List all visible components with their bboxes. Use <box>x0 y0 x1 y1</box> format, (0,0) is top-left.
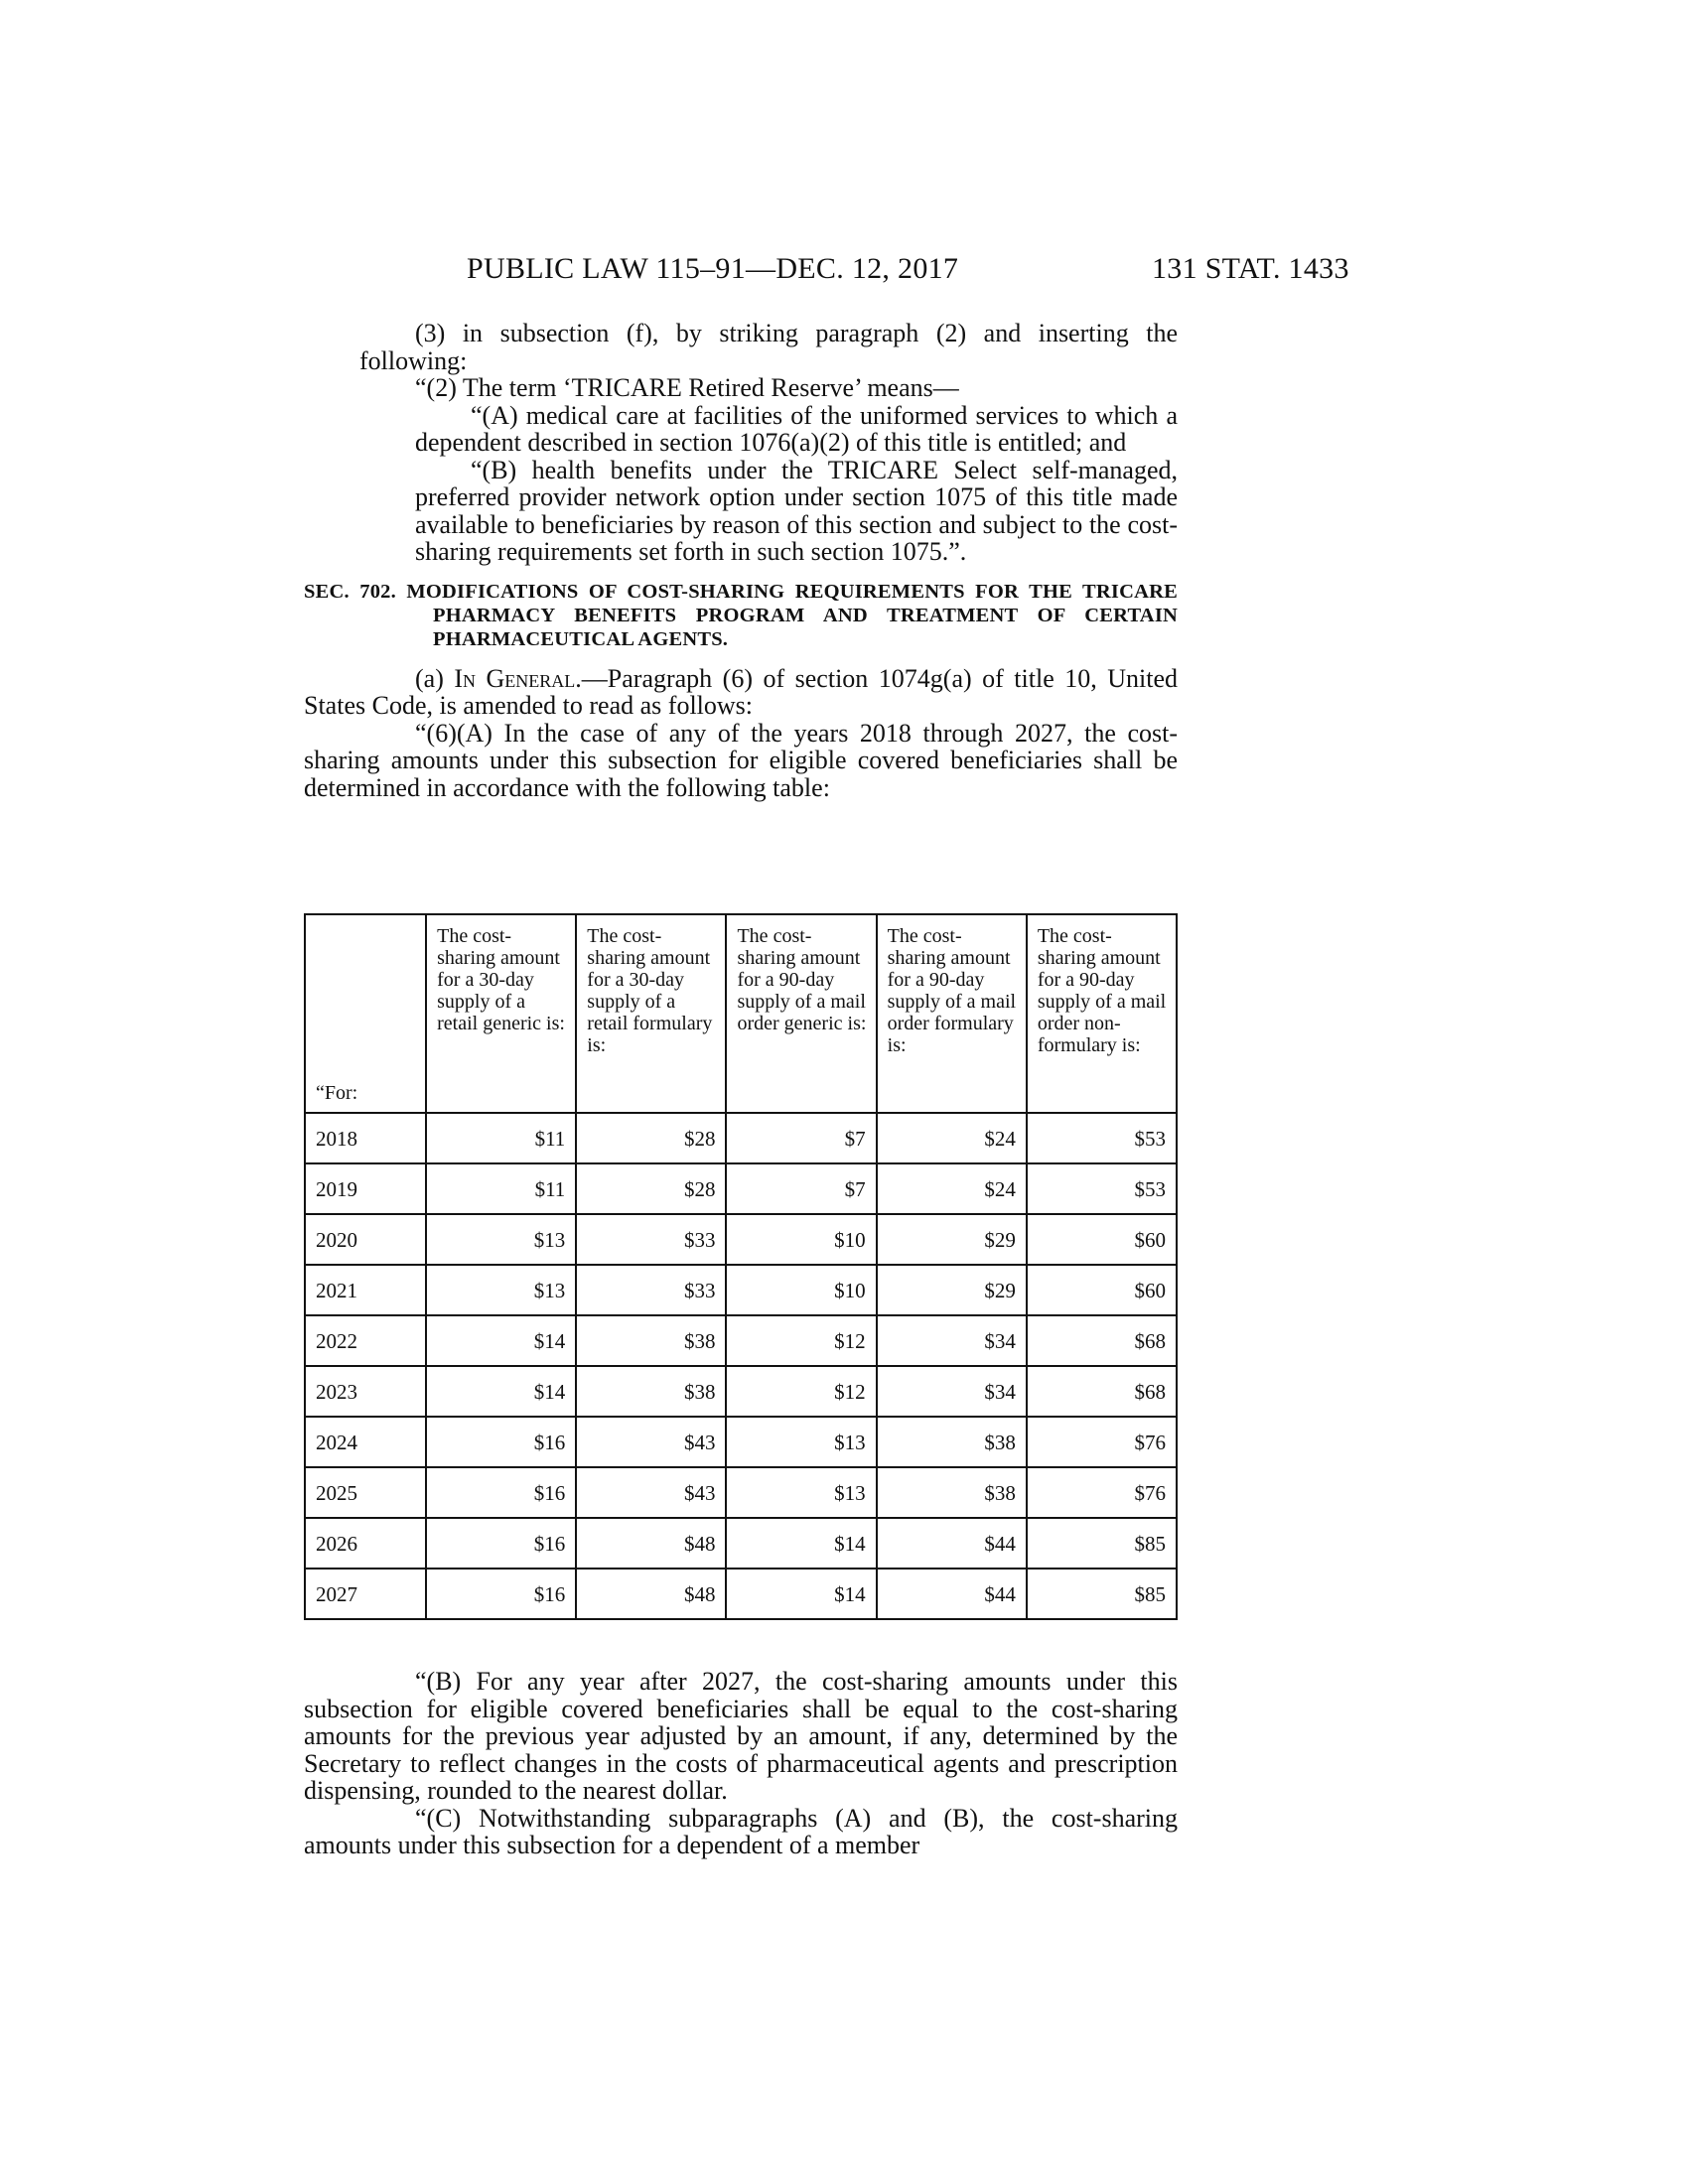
table-row <box>305 1315 1177 1366</box>
paragraph-6a: “(6)(A) In the case of any of the years 2018 through 2027, the cost-sharing amounts under this subsection for eligible covered beneficiaries shall be determined in accordance with the following table: <box>304 718 1178 802</box>
table-cell: $48 <box>576 1569 726 1619</box>
table-row <box>305 1569 1177 1619</box>
table-cell: $85 <box>1027 1518 1177 1569</box>
table-cell: $53 <box>1027 1113 1177 1163</box>
table-cell: $10 <box>726 1214 876 1265</box>
table-cell: $14 <box>726 1518 876 1569</box>
subsection-a-label: (a) <box>415 663 455 693</box>
table-cell: $38 <box>576 1366 726 1417</box>
table-header-row <box>305 914 1177 1113</box>
table-row <box>305 1366 1177 1417</box>
paragraph-6b: “(B) For any year after 2027, the cost-sharing amounts under this subsection for eligible covered beneficiaries shall be equal to the cost-sharing amounts for the previous year adjusted by an amount, if any, determined by the Secretary to reflect changes in the costs of pharmaceutical agents and prescription dispensing, rounded to the nearest dollar. <box>304 1667 1178 1805</box>
table-cell-year: 2027 <box>305 1569 426 1619</box>
table-cell: $44 <box>877 1518 1027 1569</box>
table-cell: $76 <box>1027 1467 1177 1518</box>
table-cell: $16 <box>426 1467 576 1518</box>
table-row <box>305 1214 1177 1265</box>
table-row <box>305 1163 1177 1214</box>
table-header-cell: The cost-sharing amount for a 90-day supply of a mail order formulary is: <box>877 914 1027 1113</box>
table-row <box>305 1265 1177 1315</box>
table-cell: $16 <box>426 1417 576 1467</box>
table-header-cell: The cost-sharing amount for a 30-day supply of a retail generic is: <box>426 914 576 1113</box>
table-cell: $12 <box>726 1366 876 1417</box>
table-row <box>305 1518 1177 1569</box>
table-cell: $29 <box>877 1265 1027 1315</box>
table-cell: $76 <box>1027 1417 1177 1467</box>
section-heading: SEC. 702. MODIFICATIONS OF COST-SHARING REQUIREMENTS FOR THE TRICARE PHARMACY BENEFITS PROGRAM AND TREATMENT OF CERTAIN PHARMACEUTICAL AGENTS. <box>304 580 1178 650</box>
table-cell-year: 2022 <box>305 1315 426 1366</box>
table-row <box>305 1113 1177 1163</box>
body-text-top <box>304 320 1178 801</box>
table-cell: $24 <box>877 1113 1027 1163</box>
table-cell: $43 <box>576 1467 726 1518</box>
table-cell: $60 <box>1027 1265 1177 1315</box>
paragraph-definition: “(2) The term ‘TRICARE Retired Reserve’ means— <box>415 373 959 402</box>
cost-sharing-table <box>304 913 1178 1620</box>
table-cell: $53 <box>1027 1163 1177 1214</box>
table-cell: $38 <box>576 1315 726 1366</box>
paragraph-6c: “(C) Notwithstanding subparagraphs (A) and (B), the cost-sharing amounts under this subsection for a dependent of a member <box>304 1803 1178 1859</box>
table-cell: $29 <box>877 1214 1027 1265</box>
table-cell: $13 <box>726 1417 876 1467</box>
table-cell: $34 <box>877 1315 1027 1366</box>
table-cell: $48 <box>576 1518 726 1569</box>
table-cell: $16 <box>426 1569 576 1619</box>
table-cell: $85 <box>1027 1569 1177 1619</box>
table-cell-year: 2026 <box>305 1518 426 1569</box>
table-cell-year: 2021 <box>305 1265 426 1315</box>
table-cell: $60 <box>1027 1214 1177 1265</box>
table-cell: $34 <box>877 1366 1027 1417</box>
running-header-left: PUBLIC LAW 115–91—DEC. 12, 2017 <box>467 252 959 285</box>
table-header-cell: The cost-sharing amount for a 90-day supply of a mail order generic is: <box>726 914 876 1113</box>
table-cell: $13 <box>426 1265 576 1315</box>
paragraph-subsection-f: (3) in subsection (f), by striking paragraph (2) and inserting the following: <box>359 319 1178 375</box>
table-cell: $14 <box>726 1569 876 1619</box>
table-row <box>305 1467 1177 1518</box>
paragraph-clause-a: “(A) medical care at facilities of the uniformed services to which a dependent described in section 1076(a)(2) of this title is entitled; and <box>415 400 1178 457</box>
table-header-cell: The cost-sharing amount for a 90-day supply of a mail order non-formulary is: <box>1027 914 1177 1113</box>
table-cell: $68 <box>1027 1366 1177 1417</box>
table-cell: $16 <box>426 1518 576 1569</box>
table-header-cell: “For: <box>305 914 426 1113</box>
table-cell: $13 <box>426 1214 576 1265</box>
subsection-a-caption: In General <box>454 663 576 693</box>
table-cell: $7 <box>726 1113 876 1163</box>
table-cell: $12 <box>726 1315 876 1366</box>
paragraph-clause-b: “(B) health benefits under the TRICARE Select self-managed, preferred provider network option under section 1075 of this title made available to beneficiaries by reason of this section and subject to the cost-sharing requirements set forth in such section 1075.”. <box>415 455 1178 566</box>
table-cell: $43 <box>576 1417 726 1467</box>
table-cell: $44 <box>877 1569 1027 1619</box>
table-cell: $68 <box>1027 1315 1177 1366</box>
paragraph-in-general <box>304 665 1178 720</box>
table-cell: $24 <box>877 1163 1027 1214</box>
table-cell: $28 <box>576 1113 726 1163</box>
table-cell-year: 2018 <box>305 1113 426 1163</box>
table-cell: $10 <box>726 1265 876 1315</box>
table-cell: $13 <box>726 1467 876 1518</box>
table-cell: $11 <box>426 1163 576 1214</box>
table-cell-year: 2019 <box>305 1163 426 1214</box>
table-cell: $14 <box>426 1366 576 1417</box>
table-cell: $14 <box>426 1315 576 1366</box>
table-cell: $33 <box>576 1265 726 1315</box>
table-cell: $38 <box>877 1417 1027 1467</box>
table-cell-year: 2020 <box>305 1214 426 1265</box>
table-cell: $7 <box>726 1163 876 1214</box>
table-cell: $38 <box>877 1467 1027 1518</box>
body-text-bottom <box>304 1668 1178 1859</box>
table-cell: $28 <box>576 1163 726 1214</box>
table-header-cell: The cost-sharing amount for a 30-day supply of a retail formulary is: <box>576 914 726 1113</box>
table-cell-year: 2024 <box>305 1417 426 1467</box>
running-header-right: 131 STAT. 1433 <box>1152 252 1349 285</box>
table-row <box>305 1417 1177 1467</box>
subsection-a-text: .—Paragraph (6) of section 1074g(a) of title 10, United States Code, is amended to read as follows: <box>304 663 1178 720</box>
table-cell-year: 2023 <box>305 1366 426 1417</box>
table-cell: $33 <box>576 1214 726 1265</box>
table-cell: $11 <box>426 1113 576 1163</box>
table-cell-year: 2025 <box>305 1467 426 1518</box>
